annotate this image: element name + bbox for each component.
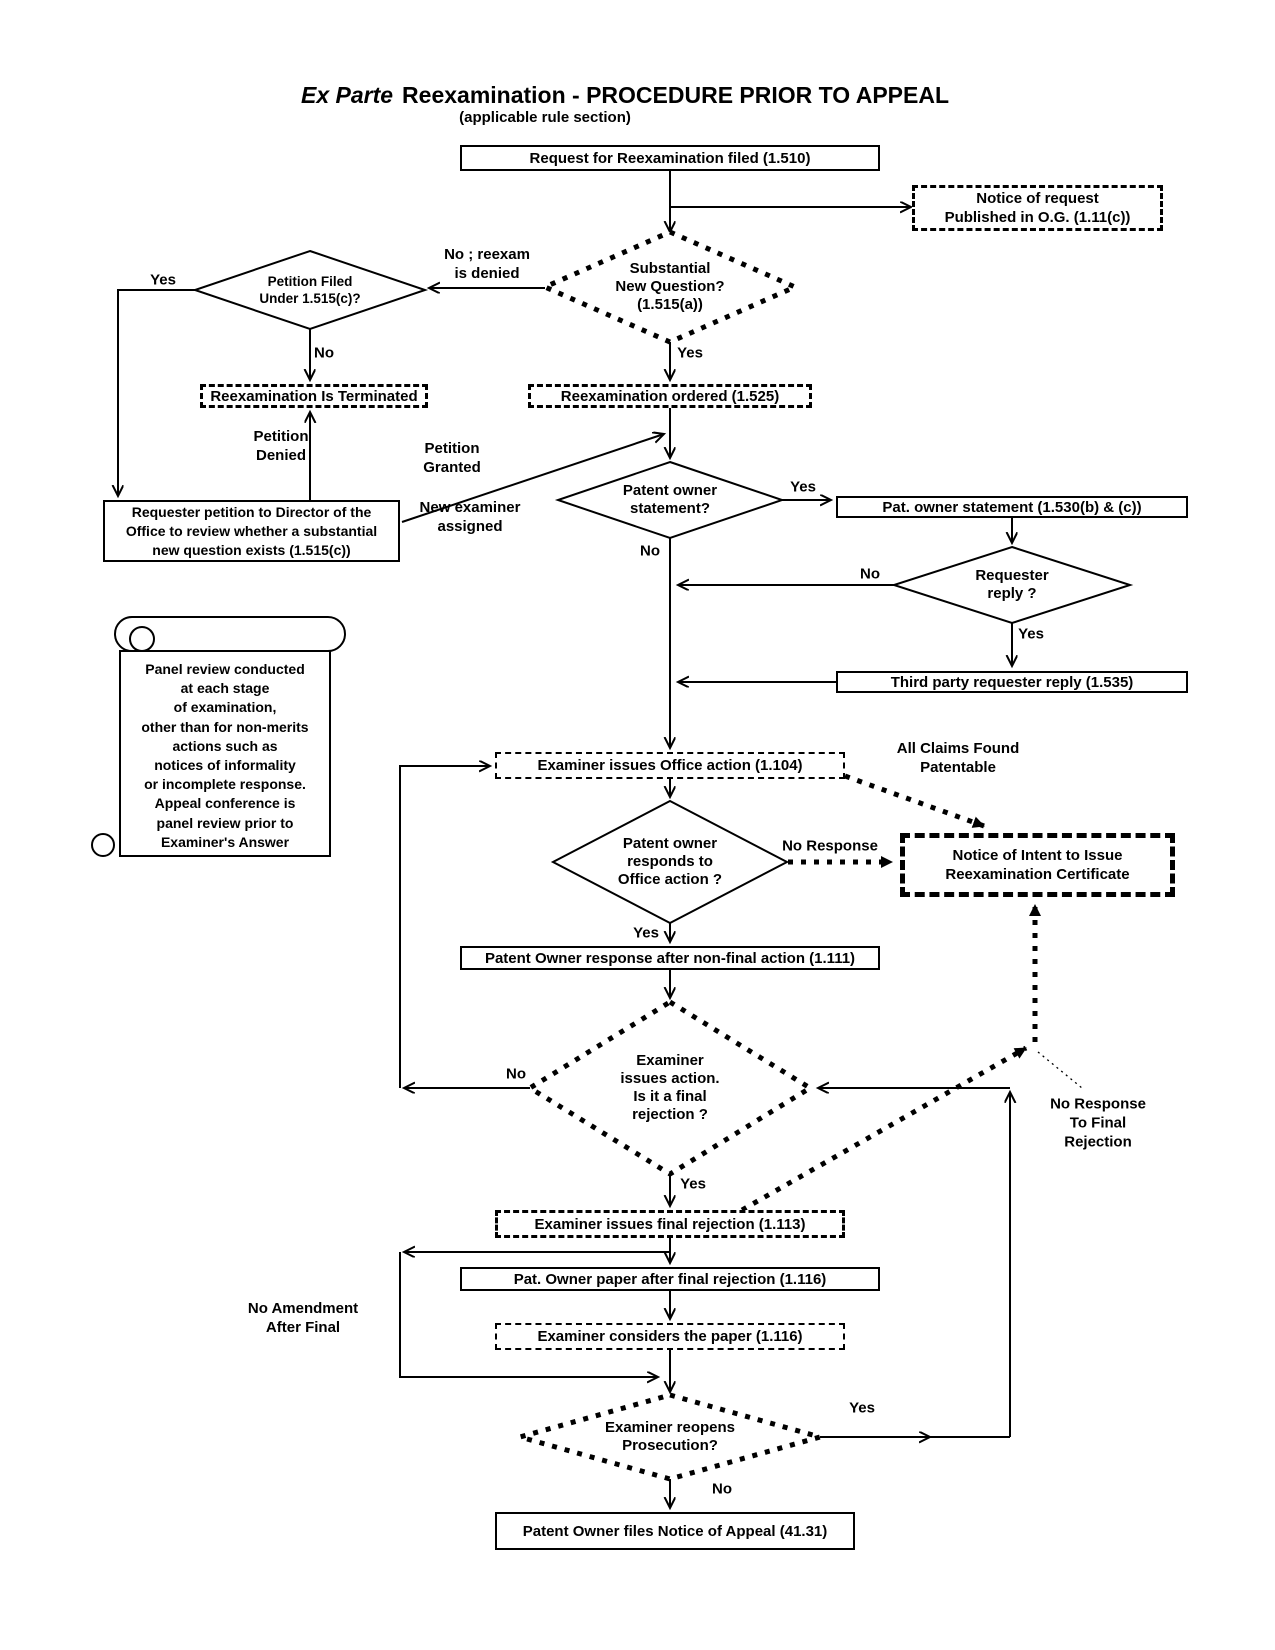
node-po-paper-after-final: Pat. Owner paper after final rejection (1.116) — [460, 1267, 880, 1291]
label-no-requester-reply: No — [860, 565, 880, 583]
label-new-examiner: New examiner assigned — [419, 499, 521, 535]
label-no-reopens: No — [712, 1480, 732, 1498]
label-no-response: No Response — [782, 837, 878, 855]
node-requester-petition: Requester petition to Director of the Office to review whether a substantial new question exists (1.515(c)) — [103, 500, 400, 562]
diamond-text-po-statement-q: Patent owner statement? — [622, 482, 718, 517]
node-examiner-considers: Examiner considers the paper (1.116) — [495, 1323, 845, 1350]
edge-petition-yes-to-requester-petition — [118, 290, 195, 496]
label-yes-po-responds: Yes — [633, 924, 659, 942]
label-no-petition: No — [314, 344, 334, 362]
node-notice-published: Notice of request Published in O.G. (1.11(c)) — [912, 185, 1163, 231]
node-notice-of-appeal: Patent Owner files Notice of Appeal (41.31) — [495, 1512, 855, 1550]
panel-review-note: Panel review conducted at each stage of examination, other than for non-merits actions such as notices of informality or incomplete response. Appeal conference is panel review prior to Examiner's Answer — [141, 661, 309, 850]
label-yes-final: Yes — [680, 1175, 706, 1193]
diamond-text-petition: Petition Filed Under 1.515(c)? — [259, 274, 361, 306]
node-reexam-terminated: Reexamination Is Terminated — [200, 384, 428, 408]
diamond-text-reopens: Examiner reopens Prosecution? — [604, 1419, 736, 1454]
label-yes-requester-reply: Yes — [1018, 625, 1044, 643]
label-no-amendment: No Amendment After Final — [247, 1300, 359, 1336]
node-final-rejection: Examiner issues final rejection (1.113) — [495, 1210, 845, 1238]
label-petition-granted: Petition Granted — [423, 440, 481, 476]
label-yes-petition: Yes — [150, 271, 176, 289]
node-reexam-ordered: Reexamination ordered (1.525) — [528, 384, 812, 408]
diamond-text-po-responds: Patent owner responds to Office action ? — [617, 835, 723, 888]
node-request-filed: Request for Reexamination filed (1.510) — [460, 145, 880, 171]
leader-no-response-final — [1038, 1052, 1082, 1088]
diamond-text-snq: Substantial New Question? (1.515(a)) — [615, 260, 725, 313]
edge-loop-to-office-action — [400, 766, 490, 1088]
page-title — [301, 82, 949, 109]
diamond-text-requester-reply: Requester reply ? — [975, 567, 1049, 602]
node-office-action: Examiner issues Office action (1.104) — [495, 752, 845, 779]
label-yes-po-statement: Yes — [790, 478, 816, 496]
label-no-reexam-denied: No ; reexam is denied — [444, 246, 530, 282]
page-title-italic: Ex Parte — [300, 82, 394, 108]
label-yes-reopens: Yes — [849, 1399, 875, 1417]
label-no-response-final: No Response To Final Rejection — [1050, 1095, 1146, 1151]
node-third-party-reply: Third party requester reply (1.535) — [836, 671, 1188, 693]
label-no-final: No — [506, 1065, 526, 1083]
label-all-claims: All Claims Found Patentable — [896, 740, 1020, 776]
label-yes-snq: Yes — [677, 344, 703, 362]
label-petition-denied: Petition Denied — [253, 428, 309, 464]
diamond-text-final-q: Examiner issues action. Is it a final rejection ? — [620, 1052, 720, 1123]
label-no-po-statement: No — [640, 542, 660, 560]
page-title-main: Reexamination - PROCEDURE PRIOR TO APPEAL — [402, 82, 950, 108]
edge-all-claims-patentable — [845, 776, 984, 826]
node-po-response-nonfinal: Patent Owner response after non-final action (1.111) — [460, 946, 880, 970]
node-pat-owner-statement: Pat. owner statement (1.530(b) & (c)) — [836, 496, 1188, 518]
page-subtitle: (applicable rule section) — [459, 109, 631, 126]
node-notice-of-intent: Notice of Intent to Issue Reexamination Certificate — [900, 833, 1175, 897]
